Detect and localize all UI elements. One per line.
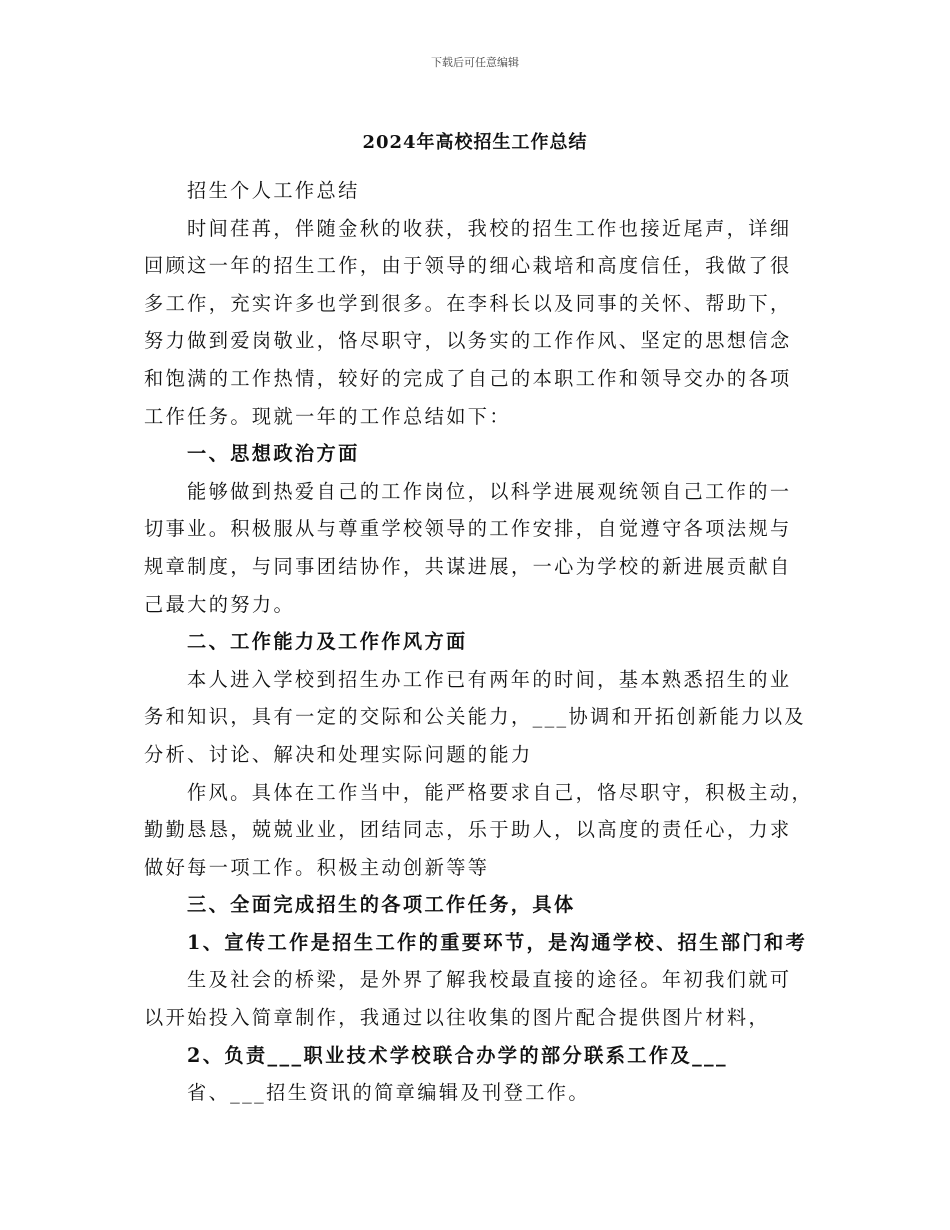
paragraph-line: 努力做到爱岗敬业，恪尽职守，以务实的工作作风、坚定的思想信念 — [144, 329, 792, 353]
paragraph-line: 做好每一项工作。积极主动创新等等 — [144, 855, 490, 879]
paragraph-line: 规章制度，与同事团结协作，共谋进展，一心为学校的新进展贡献自 — [144, 554, 792, 578]
section-heading-line: 1、宣传工作是招生工作的重要环节，是沟通学校、招生部门和考 — [187, 930, 808, 954]
header-note: 下载后可任意编辑 — [431, 56, 519, 69]
paragraph-line: 多工作，充实许多也学到很多。在李科长以及同事的关怀、帮助下， — [144, 291, 792, 315]
paragraph-line: 作风。具体在工作当中，能严格要求自己，恪尽职守，积极主动， — [187, 780, 814, 804]
document-title: 2024年高校招生工作总结 — [362, 132, 588, 153]
paragraph-line: 工作任务。现就一年的工作总结如下： — [144, 404, 511, 428]
paragraph-line: 己最大的努力。 — [144, 592, 296, 616]
paragraph-line: 以开始投入简章制作，我通过以往收集的图片配合提供图片材料， — [144, 1006, 771, 1030]
section-heading-line: 三、全面完成招生的各项工作任务，具体 — [187, 893, 576, 917]
section-heading-line: 一、思想政治方面 — [187, 442, 360, 466]
paragraph-line: 务和知识，具有一定的交际和公关能力，___协调和开拓创新能力以及 — [144, 705, 807, 729]
paragraph-line: 回顾这一年的招生工作，由于领导的细心栽培和高度信任，我做了很 — [144, 254, 792, 278]
paragraph-line: 招生个人工作总结 — [187, 179, 360, 202]
paragraph-line: 能够做到热爱自己的工作岗位，以科学进展观统领自己工作的一 — [187, 479, 792, 503]
paragraph-line: 分析、讨论、解决和处理实际问题的能力 — [144, 742, 533, 766]
document-body — [144, 172, 824, 1112]
paragraph-line: 切事业。积极服从与尊重学校领导的工作安排，自觉遵守各项法规与 — [144, 517, 792, 541]
paragraph-line: 生及社会的桥梁，是外界了解我校最直接的途径。年初我们就可 — [187, 968, 792, 992]
paragraph-line: 本人进入学校到招生办工作已有两年的时间，基本熟悉招生的业 — [187, 667, 792, 691]
paragraph-line: 省、___招生资讯的简章编辑及刊登工作。 — [187, 1081, 590, 1105]
paragraph-line: 和饱满的工作热情，较好的完成了自己的本职工作和领导交办的各项 — [144, 366, 792, 390]
paragraph-line: 勤勤恳恳，兢兢业业，团结同志，乐于助人，以高度的责任心，力求 — [144, 818, 792, 842]
section-heading-line: 2、负责___职业技术学校联合办学的部分联系工作及___ — [187, 1043, 729, 1067]
paragraph-line: 时间荏苒，伴随金秋的收获，我校的招生工作也接近尾声，详细 — [187, 216, 792, 240]
section-heading-line: 二、工作能力及工作作风方面 — [187, 630, 468, 654]
